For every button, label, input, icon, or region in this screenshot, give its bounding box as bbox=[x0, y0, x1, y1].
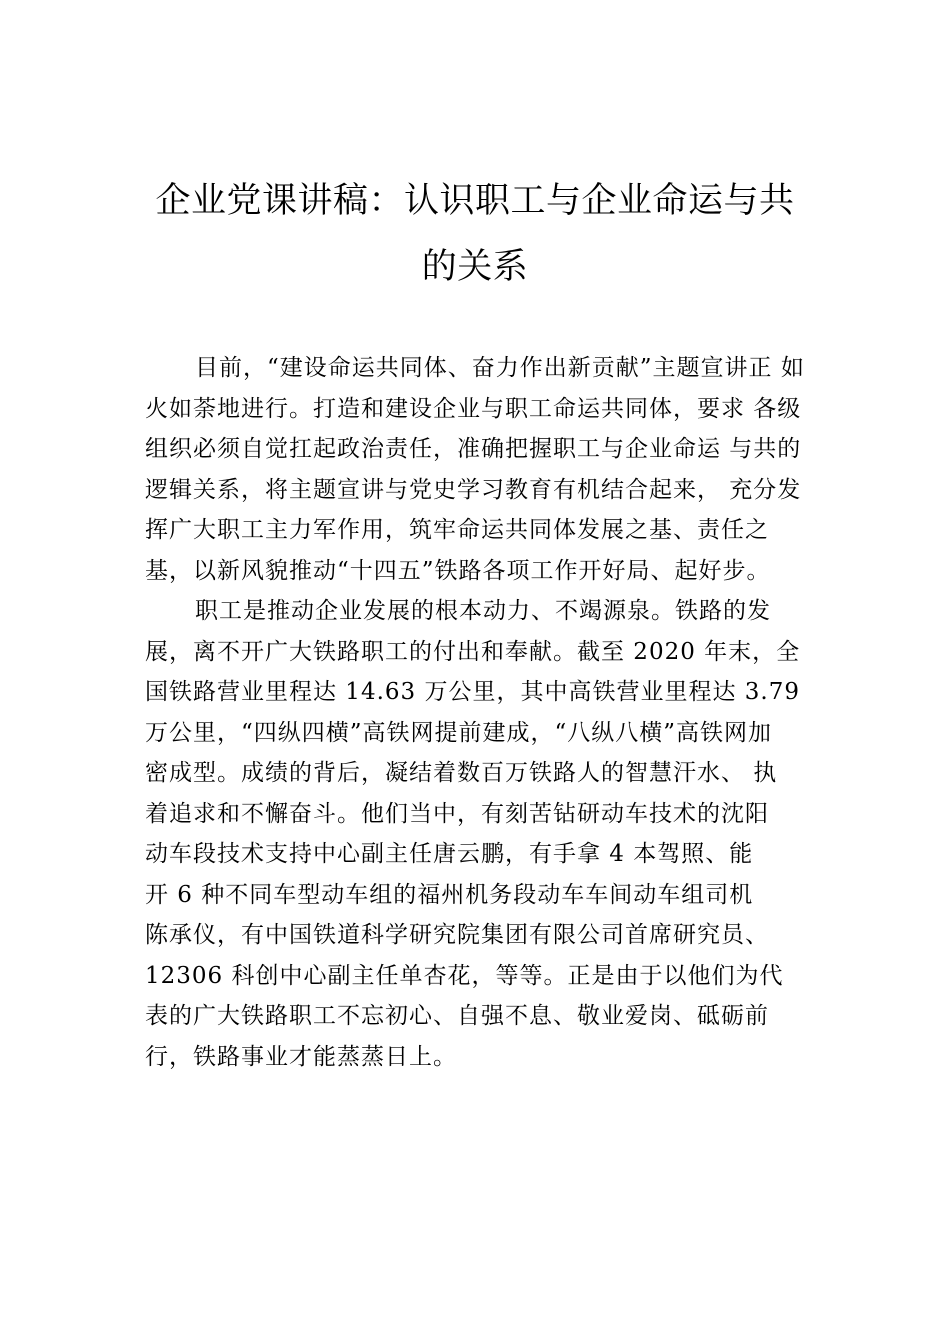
paragraph-1 bbox=[145, 348, 835, 591]
title-line-2: 的关系 bbox=[421, 247, 529, 287]
paragraph-line: 目前，“建设命运共同体、奋力作出新贡献”主题宣讲正 如 bbox=[195, 355, 805, 381]
title-line-1: 企业党课讲稿：认识职工与企业命运与共 bbox=[155, 181, 795, 221]
paragraph-line: 挥广大职工主力军作用，筑牢命运共同体发展之基、责任之 bbox=[145, 517, 769, 543]
paragraph-line: 着追求和不懈奋斗。他们当中，有刻苦钻研动车技术的沈阳 bbox=[145, 800, 769, 827]
paragraph-2 bbox=[145, 591, 835, 1077]
paragraph-line: 开 6 种不同车型动车组的福州机务段动车车间动车组司机 bbox=[145, 881, 754, 908]
paragraph-line: 国铁路营业里程达 14.63 万公里，其中高铁营业里程达 3.79 bbox=[145, 679, 800, 705]
paragraph-line: 表的广大铁路职工不忘初心、自强不息、敬业爱岗、砥砺前 bbox=[145, 1003, 769, 1029]
paragraph-line: 逻辑关系，将主题宣讲与党史学习教育有机结合起来， 充分发 bbox=[145, 476, 802, 503]
document-body bbox=[145, 348, 835, 1077]
paragraph-line: 陈承仪，有中国铁道科学研究院集团有限公司首席研究员、 bbox=[145, 922, 769, 948]
paragraph-line: 展，离不开广大铁路职工的付出和奉献。截至 2020 年末，全 bbox=[145, 638, 801, 665]
paragraph-line: 行，铁路事业才能蒸蒸日上。 bbox=[145, 1043, 457, 1070]
paragraph-line: 密成型。成绩的背后，凝结着数百万铁路人的智慧汗水、 执 bbox=[145, 760, 778, 786]
paragraph-line: 职工是推动企业发展的根本动力、不竭源泉。铁路的发 bbox=[195, 598, 771, 624]
paragraph-line: 12306 科创中心副主任单杏花，等等。正是由于以他们为代 bbox=[145, 962, 784, 989]
paragraph-line: 动车段技术支持中心副主任唐云鹏，有手拿 4 本驾照、能 bbox=[145, 841, 754, 867]
paragraph-line: 火如荼地进行。打造和建设企业与职工命运共同体，要求 各级 bbox=[145, 395, 802, 422]
document-title bbox=[140, 168, 810, 300]
paragraph-line: 组织必须自觉扛起政治责任，准确把握职工与企业命运 与共的 bbox=[145, 436, 802, 462]
paragraph-line: 基，以新风貌推动“十四五”铁路各项工作开好局、起好步。 bbox=[145, 557, 771, 584]
paragraph-line: 万公里，“四纵四横”高铁网提前建成，“八纵八横”高铁网加 bbox=[145, 719, 773, 746]
